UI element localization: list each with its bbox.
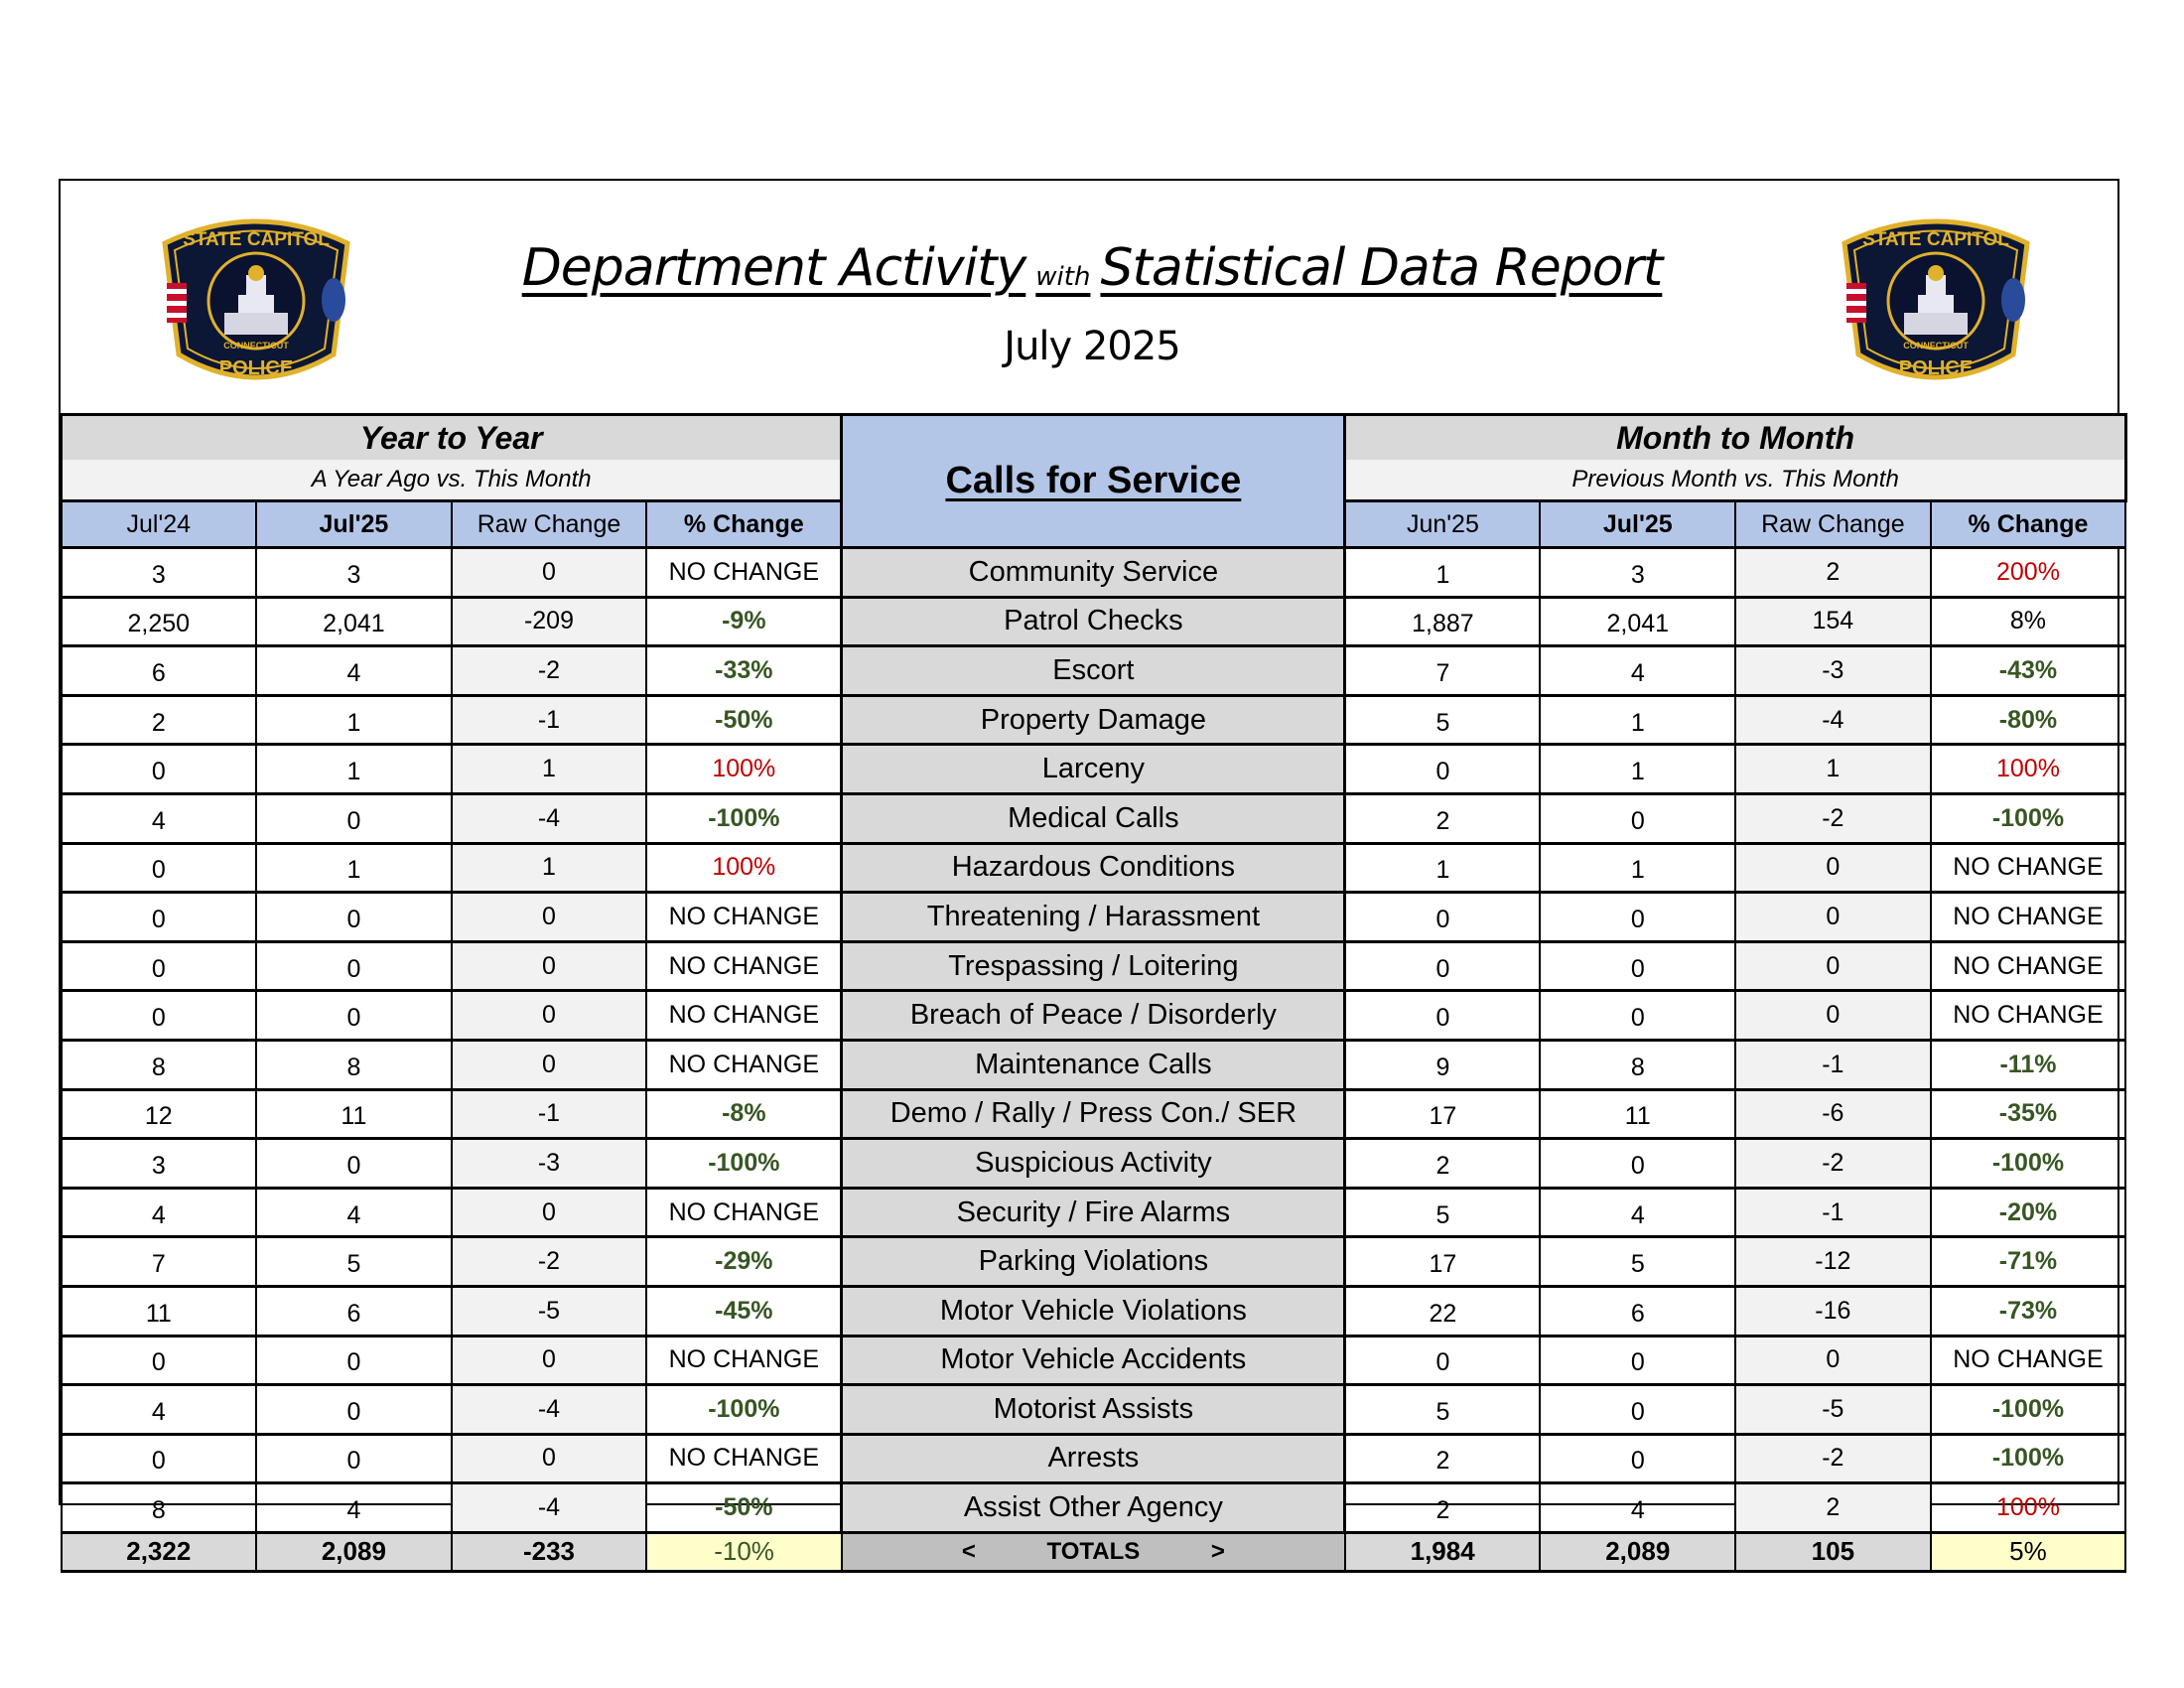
mm-prev-count-cell: 0 [1345, 745, 1541, 794]
yy-raw-change-cell: -5 [452, 1286, 647, 1336]
mm-raw-change-cell: 0 [1735, 991, 1931, 1041]
yy-current-count-cell: 4 [256, 1188, 452, 1237]
mm-pct-change-cell: 100% [1931, 1483, 2126, 1533]
mm-raw-change-cell: -6 [1735, 1089, 1931, 1139]
mm-current-count-cell: 5 [1540, 1237, 1735, 1287]
call-type-label: Escort [842, 646, 1345, 696]
table-row [62, 695, 2126, 745]
call-type-label: Suspicious Activity [842, 1139, 1345, 1189]
mm-raw-change-cell: -5 [1735, 1385, 1931, 1435]
yy-pct-change-cell: 100% [646, 843, 842, 893]
total-mm-pct-change: 5% [1931, 1532, 2126, 1571]
yy-pct-change-cell: NO CHANGE [646, 991, 842, 1041]
mm-current-count-cell: 0 [1540, 1336, 1735, 1385]
yy-prev-count-cell: 0 [62, 1336, 257, 1385]
mm-prev-count-cell: 2 [1345, 1483, 1541, 1533]
yy-pct-change-cell: -100% [646, 1385, 842, 1435]
report-period: July 2025 [1004, 324, 1180, 369]
table-row [62, 1040, 2126, 1089]
yy-prev-count-cell: 7 [62, 1237, 257, 1287]
total-yy-raw-change: -233 [452, 1532, 647, 1571]
column-header-jul25: Jul'25 [1540, 501, 1735, 548]
mm-raw-change-cell: -12 [1735, 1237, 1931, 1287]
mm-raw-change-cell: -1 [1735, 1188, 1931, 1237]
svg-text:POLICE: POLICE [1898, 357, 1974, 379]
mm-prev-count-cell: 5 [1345, 695, 1541, 745]
mm-current-count-cell: 4 [1540, 1483, 1735, 1533]
svg-text:POLICE: POLICE [218, 357, 294, 379]
yy-pct-change-cell: NO CHANGE [646, 1188, 842, 1237]
call-type-label: Medical Calls [842, 793, 1345, 843]
yy-raw-change-cell: -3 [452, 1139, 647, 1189]
totals-label: TOTALS [1046, 1537, 1141, 1565]
yy-prev-count-cell: 0 [62, 941, 257, 991]
mm-pct-change-cell: NO CHANGE [1931, 843, 2126, 893]
title-part-2: Statistical Data Report [1100, 238, 1663, 298]
yy-current-count-cell: 0 [256, 1434, 452, 1483]
yy-current-count-cell: 3 [256, 548, 452, 598]
mm-pct-change-cell: -100% [1931, 793, 2126, 843]
yy-raw-change-cell: 0 [452, 1040, 647, 1089]
mm-prev-count-cell: 9 [1345, 1040, 1541, 1089]
total-mm-prev: 1,984 [1345, 1532, 1541, 1571]
mm-prev-count-cell: 0 [1345, 991, 1541, 1041]
column-header-jun25: Jun'25 [1345, 501, 1541, 548]
mm-pct-change-cell: -11% [1931, 1040, 2126, 1089]
yy-current-count-cell: 0 [256, 793, 452, 843]
table-row [62, 941, 2126, 991]
mm-raw-change-cell: -4 [1735, 695, 1931, 745]
yy-prev-count-cell: 8 [62, 1483, 257, 1533]
total-yy-pct-change: -10% [646, 1532, 842, 1571]
yy-raw-change-cell: 1 [452, 745, 647, 794]
table-row [62, 745, 2126, 794]
mm-prev-count-cell: 17 [1345, 1089, 1541, 1139]
call-type-label: Hazardous Conditions [842, 843, 1345, 893]
svg-text:CONNECTICUT: CONNECTICUT [223, 341, 289, 351]
mm-raw-change-cell: 0 [1735, 1336, 1931, 1385]
mm-prev-count-cell: 1,887 [1345, 597, 1541, 646]
yy-raw-change-cell: 0 [452, 893, 647, 942]
mm-current-count-cell: 1 [1540, 745, 1735, 794]
mm-prev-count-cell: 2 [1345, 793, 1541, 843]
yy-current-count-cell: 4 [256, 646, 452, 696]
mm-pct-change-cell: -73% [1931, 1286, 2126, 1336]
total-yy-prev: 2,322 [62, 1532, 257, 1571]
totals-label-cell [842, 1532, 1345, 1571]
table-row [62, 1385, 2126, 1435]
yy-raw-change-cell: -209 [452, 597, 647, 646]
mm-prev-count-cell: 5 [1345, 1188, 1541, 1237]
mm-current-count-cell: 4 [1540, 1188, 1735, 1237]
yy-raw-change-cell: 0 [452, 941, 647, 991]
column-header-jul24: Jul'24 [62, 501, 257, 548]
right-arrow-icon: > [1210, 1537, 1225, 1565]
call-type-label: Community Service [842, 548, 1345, 598]
mm-prev-count-cell: 22 [1345, 1286, 1541, 1336]
yy-pct-change-cell: -50% [646, 695, 842, 745]
yy-current-count-cell: 1 [256, 745, 452, 794]
table-row [62, 1089, 2126, 1139]
mm-pct-change-cell: -20% [1931, 1188, 2126, 1237]
yy-current-count-cell: 5 [256, 1237, 452, 1287]
call-type-label: Arrests [842, 1434, 1345, 1483]
mm-pct-change-cell: NO CHANGE [1931, 893, 2126, 942]
yy-prev-count-cell: 4 [62, 793, 257, 843]
calls-for-service-heading: Calls for Service [842, 415, 1345, 548]
mm-current-count-cell: 6 [1540, 1286, 1735, 1336]
mm-prev-count-cell: 0 [1345, 1336, 1541, 1385]
mm-current-count-cell: 4 [1540, 646, 1735, 696]
table-row [62, 646, 2126, 696]
yy-pct-change-cell: NO CHANGE [646, 1336, 842, 1385]
yy-prev-count-cell: 4 [62, 1188, 257, 1237]
call-type-label: Motorist Assists [842, 1385, 1345, 1435]
yy-pct-change-cell: -50% [646, 1483, 842, 1533]
yy-raw-change-cell: -1 [452, 1089, 647, 1139]
column-header-pct-change: % Change [646, 501, 842, 548]
table-row [62, 991, 2126, 1041]
mm-raw-change-cell: 1 [1735, 745, 1931, 794]
yy-raw-change-cell: 0 [452, 1434, 647, 1483]
mm-pct-change-cell: 100% [1931, 745, 2126, 794]
year-to-year-subtitle: A Year Ago vs. This Month [62, 460, 842, 501]
mm-raw-change-cell: -2 [1735, 1434, 1931, 1483]
yy-raw-change-cell: -4 [452, 1385, 647, 1435]
yy-raw-change-cell: -2 [452, 646, 647, 696]
yy-raw-change-cell: 0 [452, 548, 647, 598]
yy-prev-count-cell: 12 [62, 1089, 257, 1139]
yy-prev-count-cell: 2 [62, 695, 257, 745]
mm-current-count-cell: 0 [1540, 893, 1735, 942]
call-type-label: Security / Fire Alarms [842, 1188, 1345, 1237]
total-yy-current: 2,089 [256, 1532, 452, 1571]
column-header-raw-change: Raw Change [1735, 501, 1931, 548]
yy-pct-change-cell: 100% [646, 745, 842, 794]
mm-current-count-cell: 0 [1540, 991, 1735, 1041]
mm-pct-change-cell: NO CHANGE [1931, 941, 2126, 991]
yy-current-count-cell: 8 [256, 1040, 452, 1089]
mm-pct-change-cell: -43% [1931, 646, 2126, 696]
yy-prev-count-cell: 0 [62, 1434, 257, 1483]
mm-pct-change-cell: -100% [1931, 1434, 2126, 1483]
yy-pct-change-cell: NO CHANGE [646, 941, 842, 991]
yy-raw-change-cell: 0 [452, 1188, 647, 1237]
call-type-label: Parking Violations [842, 1237, 1345, 1287]
yy-prev-count-cell: 0 [62, 745, 257, 794]
yy-pct-change-cell: -29% [646, 1237, 842, 1287]
mm-raw-change-cell: 0 [1735, 941, 1931, 991]
call-type-label: Demo / Rally / Press Con./ SER [842, 1089, 1345, 1139]
totals-row [62, 1532, 2126, 1571]
table-row [62, 1336, 2126, 1385]
table-row [62, 1483, 2126, 1533]
yy-prev-count-cell: 6 [62, 646, 257, 696]
mm-current-count-cell: 0 [1540, 1139, 1735, 1189]
mm-raw-change-cell: 2 [1735, 1483, 1931, 1533]
yy-current-count-cell: 1 [256, 843, 452, 893]
yy-prev-count-cell: 3 [62, 1139, 257, 1189]
mm-current-count-cell: 0 [1540, 1434, 1735, 1483]
call-type-label: Property Damage [842, 695, 1345, 745]
svg-text:STATE CAPITOL: STATE CAPITOL [1862, 229, 2009, 250]
yy-prev-count-cell: 4 [62, 1385, 257, 1435]
yy-current-count-cell: 0 [256, 1385, 452, 1435]
left-arrow-icon: < [961, 1537, 976, 1565]
title-part-1: Department Activity [521, 238, 1026, 298]
call-type-label: Larceny [842, 745, 1345, 794]
svg-text:CONNECTICUT: CONNECTICUT [1903, 341, 1969, 351]
yy-current-count-cell: 11 [256, 1089, 452, 1139]
yy-current-count-cell: 0 [256, 1139, 452, 1189]
yy-raw-change-cell: 1 [452, 843, 647, 893]
yy-pct-change-cell: -8% [646, 1089, 842, 1139]
column-header-pct-change: % Change [1931, 501, 2126, 548]
mm-pct-change-cell: -100% [1931, 1385, 2126, 1435]
mm-current-count-cell: 2,041 [1540, 597, 1735, 646]
mm-raw-change-cell: 0 [1735, 893, 1931, 942]
yy-raw-change-cell: -1 [452, 695, 647, 745]
table-row [62, 548, 2126, 598]
mm-pct-change-cell: NO CHANGE [1931, 1336, 2126, 1385]
mm-pct-change-cell: NO CHANGE [1931, 991, 2126, 1041]
yy-prev-count-cell: 3 [62, 548, 257, 598]
mm-prev-count-cell: 5 [1345, 1385, 1541, 1435]
yy-prev-count-cell: 0 [62, 843, 257, 893]
yy-current-count-cell: 0 [256, 1336, 452, 1385]
call-type-label: Patrol Checks [842, 597, 1345, 646]
mm-prev-count-cell: 2 [1345, 1434, 1541, 1483]
yy-raw-change-cell: -2 [452, 1237, 647, 1287]
mm-current-count-cell: 1 [1540, 695, 1735, 745]
mm-prev-count-cell: 2 [1345, 1139, 1541, 1189]
column-header-raw-change: Raw Change [452, 501, 647, 548]
table-row [62, 1434, 2126, 1483]
mm-pct-change-cell: -35% [1931, 1089, 2126, 1139]
yy-raw-change-cell: 0 [452, 1336, 647, 1385]
call-type-label: Maintenance Calls [842, 1040, 1345, 1089]
yy-pct-change-cell: NO CHANGE [646, 1040, 842, 1089]
mm-raw-change-cell: 0 [1735, 843, 1931, 893]
yy-pct-change-cell: NO CHANGE [646, 1434, 842, 1483]
title-connector: with [1035, 262, 1091, 292]
yy-current-count-cell: 1 [256, 695, 452, 745]
call-type-label: Motor Vehicle Violations [842, 1286, 1345, 1336]
mm-raw-change-cell: -2 [1735, 793, 1931, 843]
mm-current-count-cell: 1 [1540, 843, 1735, 893]
mm-pct-change-cell: -80% [1931, 695, 2126, 745]
call-type-label: Trespassing / Loitering [842, 941, 1345, 991]
mm-current-count-cell: 3 [1540, 548, 1735, 598]
mm-current-count-cell: 8 [1540, 1040, 1735, 1089]
yy-pct-change-cell: -9% [646, 597, 842, 646]
table-row [62, 597, 2126, 646]
yy-raw-change-cell: -4 [452, 793, 647, 843]
call-type-label: Assist Other Agency [842, 1483, 1345, 1533]
badge-top-text: STATE CAPITOL [183, 229, 330, 250]
yy-prev-count-cell: 11 [62, 1286, 257, 1336]
table-row [62, 793, 2126, 843]
report-title [0, 238, 2184, 298]
mm-prev-count-cell: 1 [1345, 548, 1541, 598]
mm-pct-change-cell: 8% [1931, 597, 2126, 646]
mm-current-count-cell: 0 [1540, 1385, 1735, 1435]
mm-raw-change-cell: -16 [1735, 1286, 1931, 1336]
yy-pct-change-cell: NO CHANGE [646, 893, 842, 942]
mm-current-count-cell: 0 [1540, 793, 1735, 843]
mm-prev-count-cell: 1 [1345, 843, 1541, 893]
yy-current-count-cell: 2,041 [256, 597, 452, 646]
table-row [62, 1237, 2126, 1287]
mm-prev-count-cell: 0 [1345, 941, 1541, 991]
yy-pct-change-cell: NO CHANGE [646, 548, 842, 598]
mm-pct-change-cell: -100% [1931, 1139, 2126, 1189]
yy-pct-change-cell: -100% [646, 1139, 842, 1189]
month-to-month-title: Month to Month [1345, 415, 2125, 461]
total-mm-current: 2,089 [1540, 1532, 1735, 1571]
mm-prev-count-cell: 17 [1345, 1237, 1541, 1287]
table-row [62, 1286, 2126, 1336]
yy-current-count-cell: 0 [256, 941, 452, 991]
table-row [62, 893, 2126, 942]
mm-prev-count-cell: 7 [1345, 646, 1541, 696]
month-to-month-subtitle: Previous Month vs. This Month [1345, 460, 2125, 501]
yy-prev-count-cell: 2,250 [62, 597, 257, 646]
calls-for-service-table [60, 413, 2127, 1573]
mm-raw-change-cell: 2 [1735, 548, 1931, 598]
mm-prev-count-cell: 0 [1345, 893, 1541, 942]
total-mm-raw-change: 105 [1735, 1532, 1931, 1571]
mm-current-count-cell: 11 [1540, 1089, 1735, 1139]
mm-pct-change-cell: -71% [1931, 1237, 2126, 1287]
yy-raw-change-cell: 0 [452, 991, 647, 1041]
mm-current-count-cell: 0 [1540, 941, 1735, 991]
yy-prev-count-cell: 8 [62, 1040, 257, 1089]
yy-pct-change-cell: -100% [646, 793, 842, 843]
yy-raw-change-cell: -4 [452, 1483, 647, 1533]
yy-current-count-cell: 6 [256, 1286, 452, 1336]
mm-raw-change-cell: -1 [1735, 1040, 1931, 1089]
yy-pct-change-cell: -45% [646, 1286, 842, 1336]
table-row [62, 843, 2126, 893]
yy-current-count-cell: 4 [256, 1483, 452, 1533]
table-row [62, 1188, 2126, 1237]
table-row [62, 1139, 2126, 1189]
yy-current-count-cell: 0 [256, 991, 452, 1041]
call-type-label: Threatening / Harassment [842, 893, 1345, 942]
mm-raw-change-cell: -3 [1735, 646, 1931, 696]
column-header-jul25: Jul'25 [256, 501, 452, 548]
mm-raw-change-cell: 154 [1735, 597, 1931, 646]
yy-prev-count-cell: 0 [62, 991, 257, 1041]
year-to-year-title: Year to Year [62, 415, 842, 461]
yy-pct-change-cell: -33% [646, 646, 842, 696]
mm-pct-change-cell: 200% [1931, 548, 2126, 598]
call-type-label: Breach of Peace / Disorderly [842, 991, 1345, 1041]
yy-current-count-cell: 0 [256, 893, 452, 942]
call-type-label: Motor Vehicle Accidents [842, 1336, 1345, 1385]
yy-prev-count-cell: 0 [62, 893, 257, 942]
mm-raw-change-cell: -2 [1735, 1139, 1931, 1189]
